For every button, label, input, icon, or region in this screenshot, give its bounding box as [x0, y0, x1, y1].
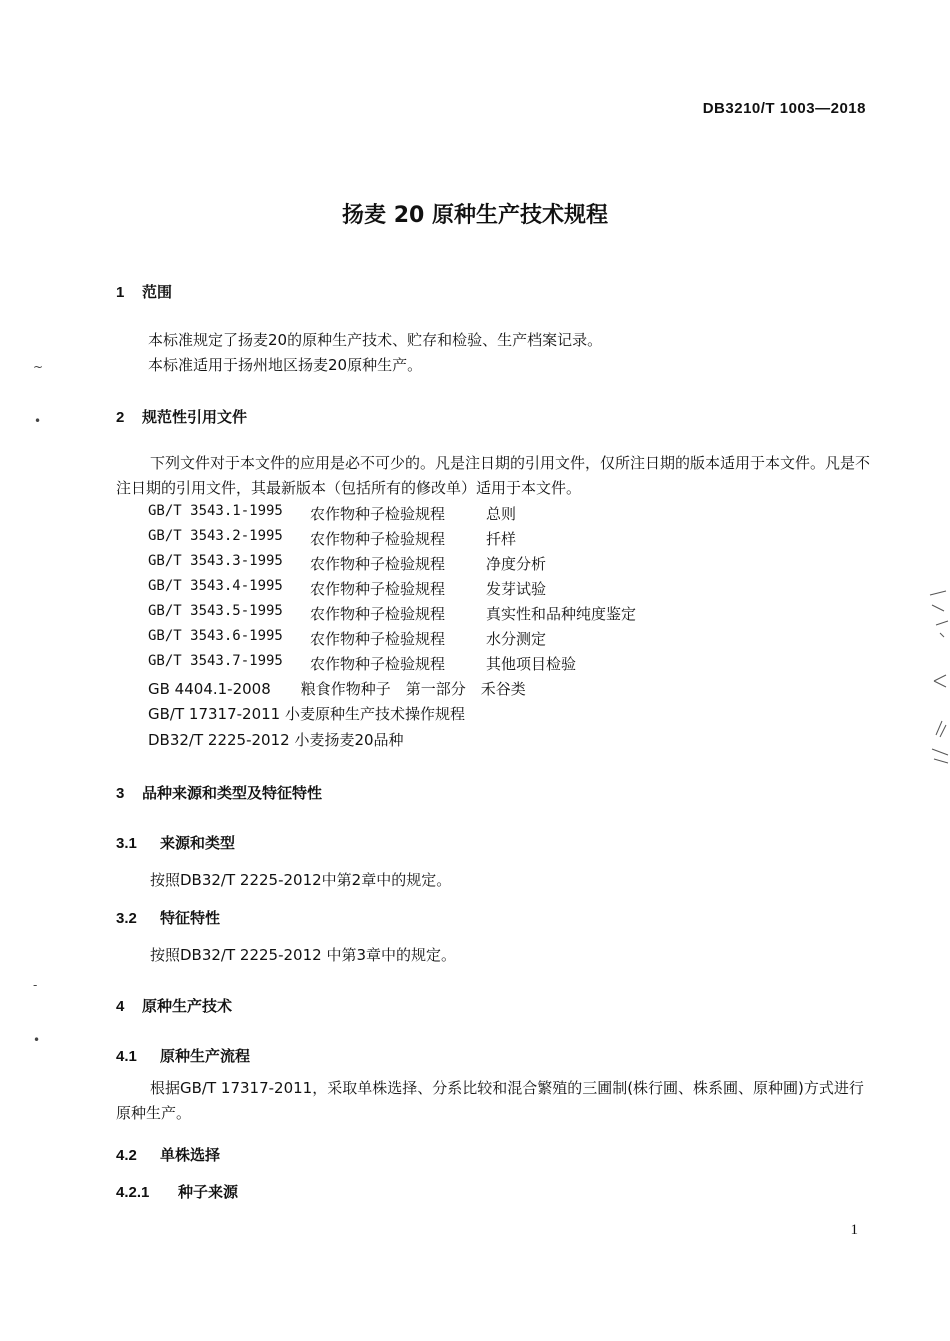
section-number: 4 [116, 998, 125, 1015]
section-4-2-1-heading [116, 1181, 238, 1202]
section-3-1-text: 按照DB32/T 2225-2012中第2章中的规定。 [150, 871, 452, 889]
section-title: 来源和类型 [160, 834, 236, 852]
section-3-2-heading [116, 907, 220, 928]
section-number: 3 [116, 785, 125, 802]
scope-paragraph-2: 本标准适用于扬州地区扬麦20原种生产。 [148, 356, 423, 374]
section-3-heading [116, 782, 322, 803]
scan-edge-artifact [922, 585, 950, 805]
section-title: 范围 [142, 283, 173, 301]
standard-code: DB3210/T 1003—2018 [702, 100, 866, 117]
section-title: 单株选择 [160, 1146, 221, 1164]
section-2-heading [116, 406, 247, 427]
section-number: 4.2 [116, 1147, 137, 1164]
section-number: 4.2.1 [116, 1184, 150, 1201]
section-number: 1 [116, 284, 125, 301]
page-number: 1 [850, 1222, 858, 1238]
section-4-1-heading [116, 1045, 250, 1066]
scan-mark: - [33, 978, 38, 992]
section-title: 种子来源 [178, 1183, 239, 1201]
scope-paragraph-1: 本标准规定了扬麦20的原种生产技术、贮存和检验、生产档案记录。 [148, 331, 603, 349]
section-title: 规范性引用文件 [142, 408, 248, 426]
section-4-2-heading [116, 1144, 220, 1165]
section-number: 3.1 [116, 835, 137, 852]
section-title: 特征特性 [160, 909, 221, 927]
scan-mark: • [33, 1033, 41, 1047]
section-3-2-text: 按照DB32/T 2225-2012 中第3章中的规定。 [150, 946, 456, 964]
section-number: 2 [116, 409, 125, 426]
section-title: 品种来源和类型及特征特性 [142, 784, 323, 802]
section-number: 3.2 [116, 910, 137, 927]
scan-mark: ~ [33, 360, 44, 374]
section-3-1-heading [116, 832, 235, 853]
section-title: 原种生产流程 [160, 1047, 251, 1065]
document-title: 扬麦 20 原种生产技术规程 [342, 203, 608, 228]
section-title: 原种生产技术 [142, 997, 233, 1015]
scan-mark: • [34, 414, 42, 428]
references-intro: 下列文件对于本文件的应用是必不可少的。凡是注日期的引用文件，仅所注日期的版本适用于本文件。凡是不注日期的引用文件，其最新版本（包括所有的修改单）适用于本文件。 [116, 454, 871, 497]
section-1-heading [116, 281, 172, 302]
document-page: DB3210/T 1003—2018 扬麦 20 原种生产技术规程 1 范围 本标准规定了扬麦20的原种生产技术、贮存和检验、生产档案记录。 本标准适用于扬州地区扬麦20原种生产。 2 规范性引用文件 下列文件对于本文件的应用是必不可少的。凡是注日期的引用文件，仅所注日期的版本适用于本文件。凡是不注日期的引用文件，其最新版本（包括所有的修改单）适用于本文件。 GB/T 3543.1-1995 农作物种子检验规程 总则 GB/T 3543.2-1995 农作物种子检验规程 扦样 GB/T 3543.3-1995 农作物种子检验规程 净度分析 GB/T 3543.4-1995 农作物种子检验规程 发芽试验 GB/T 3543.5-1995 农作物种子检验规程 真实性和品种纯度鉴定 GB/T 3543.6-1995 农作物种子检验规程 水分测定 GB/T 3543.7-1995 农作物种子检验规程 其他项目检验 GB 4404.1-2008 粮食作物种子 第一部分 禾谷类 GB/T 17317-2011 小麦原种生产技术操作规程 DB32/T 2225-2012 小麦扬麦20品种 3 品种来源和类型及特征特性 3.1 来源和类型 按照DB32/T 2225-2012中第2章中的规定。 3.2 特征特性 按照DB32/T 2225-2012 中第3章中的规定。 4 原种生产技术 4.1 原种生产流程 根据GB/T 17317-2011，采取单株选择、分系比较和混合繁殖的三圃制(株行圃、株系圃、原种圃)方式进行原种生产。 4.2 单株选择 4.2.1 种子来源 1 ~ • - • [0, 0, 950, 1341]
section-4-heading [116, 995, 232, 1016]
section-4-1-text: 根据GB/T 17317-2011，采取单株选择、分系比较和混合繁殖的三圃制(株行圃、株系圃、原种圃)方式进行原种生产。 [116, 1079, 864, 1122]
section-number: 4.1 [116, 1048, 137, 1065]
